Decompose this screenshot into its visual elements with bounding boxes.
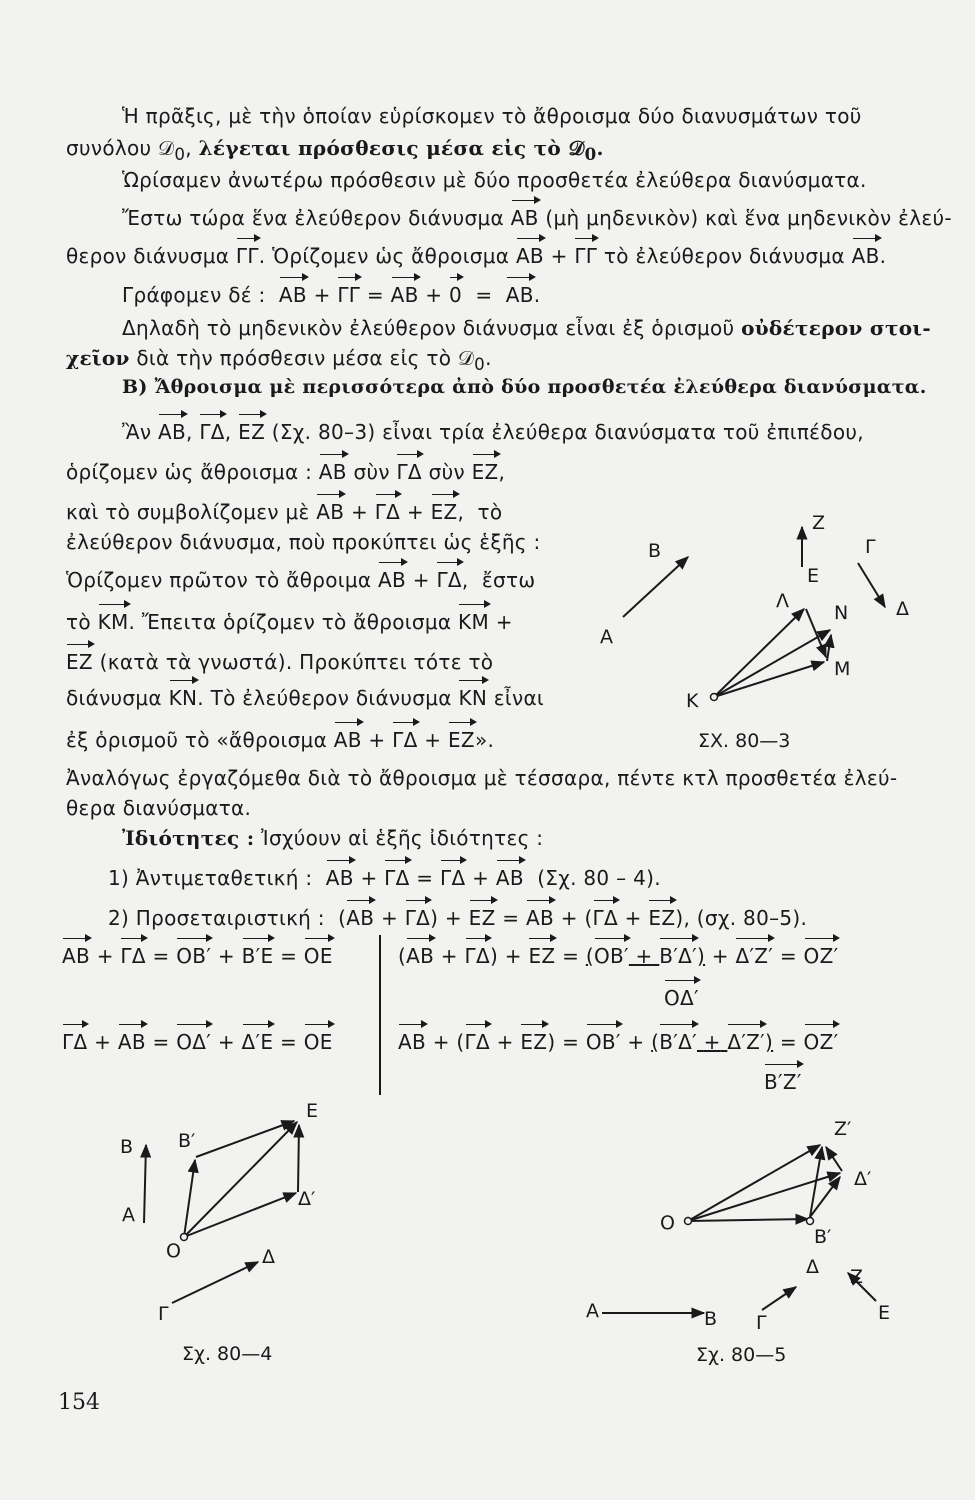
- vector-oz1: ΟΖ′: [803, 944, 839, 968]
- label-b1: Β′: [178, 1130, 196, 1152]
- definition-term: χεῖον: [66, 346, 130, 370]
- vector-ez: ΕΖ: [66, 650, 93, 674]
- vector-ab: ΑΒ: [851, 244, 880, 268]
- vector-d1z1: Δ′Ζ′: [735, 944, 774, 968]
- properties-label: Ἰδιότητες :: [122, 826, 255, 850]
- vector-ez: ΕΖ: [520, 1030, 548, 1054]
- para-2: Ὡρίσαμεν ἀνωτέρω πρόσθεσιν μὲ δύο προσθετέα ἐλεύθερα διανύσματα.: [122, 168, 867, 192]
- vector-gd: ΓΔ: [120, 944, 146, 968]
- label-b: Β: [704, 1308, 718, 1330]
- vector-ab: ΑΒ: [526, 906, 555, 930]
- vector-ez: ΕΖ: [528, 944, 556, 968]
- label-z: Ζ: [812, 512, 826, 534]
- vector-d1e: Δ′Ε: [241, 1030, 274, 1054]
- figure-80-5: [578, 1105, 928, 1370]
- caption-80-5: Σχ. 80—5: [696, 1344, 787, 1366]
- para-6-line-6: τὸ ΚΜ. Ἔπειτα ὁρίζομεν τὸ ἄθροισμα ΚΜ +: [66, 610, 513, 634]
- text: διάνυσμα: [66, 686, 162, 710]
- vector-km: ΚΜ: [97, 610, 129, 634]
- label-l: Λ: [776, 590, 789, 612]
- vector-gg: ΓΓ: [235, 244, 259, 268]
- point-o: [181, 1234, 188, 1241]
- para-6-line-4: ἐλεύθερον διάνυσμα, ποὺ προκύπτει ὡς ἑξῆς :: [66, 530, 541, 554]
- heading-b: Β) Ἄθροισμα μὲ περισσότερα ἀπὸ δύο προσθετέα ἐλεύθερα διανύσματα.: [122, 376, 927, 398]
- para-6-line-2: ὁρίζομεν ὡς ἄθροισμα : ΑΒ σὺν ΓΔ σὺν ΕΖ,: [66, 460, 506, 484]
- property-2: 2) Προσεταιριστική : (ΑΒ + ΓΔ) + ΕΖ = ΑΒ + (ΓΔ + ΕΖ), (σχ. 80–5).: [108, 906, 808, 930]
- vector-kn: ΚΝ: [168, 686, 198, 710]
- vector-gd: ΓΔ: [199, 420, 225, 444]
- vector-ab: ΑΒ: [278, 283, 307, 307]
- vector-gd: ΓΔ: [374, 500, 401, 524]
- text: Ἂν: [122, 420, 152, 444]
- para-4-equation: Γράφομεν δέ : ΑΒ + ΓΓ = ΑΒ + 0 = ΑΒ.: [122, 283, 541, 307]
- label-z: Ζ: [850, 1266, 864, 1288]
- vector-b1d1: Β′Δ′: [659, 1030, 697, 1054]
- subscript: 0: [174, 145, 186, 164]
- text: συνόλου 𝒟: [66, 136, 175, 160]
- page-number: 154: [58, 1390, 100, 1415]
- text: . Ἔπειτα ὁρίζομεν τὸ ἄθροισμα: [128, 610, 452, 634]
- arrow-mn: [827, 635, 831, 661]
- text: διὰ τὴν πρόσθεσιν μέσα εἰς τὸ 𝒟: [136, 346, 475, 370]
- text: Δηλαδὴ τὸ μηδενικὸν ἐλεύθερον διάνυσμα εἶναι ἐξ ὁρισμοῦ: [122, 316, 735, 340]
- brace-od1: (ΟΒ′ + Β′Δ′): [585, 944, 706, 968]
- definition-term: λέγεται πρόσθεσις μέσα εἰς τὸ 𝒟$_0$.: [198, 136, 604, 164]
- vector-ab: ΑΒ: [378, 568, 407, 592]
- figure-80-4: [110, 1095, 350, 1370]
- vector-ez: ΕΖ: [238, 420, 266, 444]
- vector-ez: ΕΖ: [471, 460, 499, 484]
- vector-d1z1: Δ′Ζ′: [727, 1030, 766, 1054]
- vector-ob1: ΟΒ′: [593, 944, 629, 968]
- text: καὶ τὸ συμβολίζομεν μὲ: [66, 500, 310, 524]
- text: 2) Προσεταιριστική :: [108, 906, 325, 930]
- property-1: 1) Ἀντιμεταθετική : ΑΒ + ΓΔ = ΓΔ + ΑΒ (Σχ. 80 – 4).: [108, 866, 661, 890]
- arrow-od1: [184, 1193, 296, 1237]
- vector-ez: ΕΖ: [430, 500, 458, 524]
- properties-heading: [122, 826, 543, 850]
- vector-ab: ΑΒ: [158, 420, 187, 444]
- vector-gd: ΓΔ: [436, 568, 462, 592]
- arrow-gd: [172, 1262, 258, 1303]
- vector-od1: ΟΔ′: [176, 1030, 212, 1054]
- arrow-ob1: [184, 1160, 195, 1237]
- definition-term: οὐδέτερον στοι-: [741, 316, 931, 340]
- vector-gd: ΓΔ: [464, 944, 490, 968]
- vector-b1e: Β′Ε: [241, 944, 274, 968]
- text: ὁρίζομεν ὡς ἄθροισμα :: [66, 460, 313, 484]
- label-k: Κ: [686, 690, 699, 712]
- vector-gg: ΓΓ: [337, 283, 361, 307]
- para-3-line-2: θερον διάνυσμα ΓΓ. Ὁρίζομεν ὡς ἄθροισμα ΑΒ + ΓΓ τὸ ἐλεύθερον διάνυσμα ΑΒ.: [66, 244, 887, 268]
- label-b: Β: [648, 540, 662, 562]
- vector-gd: ΓΔ: [592, 906, 618, 930]
- label-d: Δ: [896, 598, 909, 620]
- equation-left-1: ΑΒ + ΓΔ = ΟΒ′ + Β′Ε = ΟΕ: [62, 944, 333, 968]
- text: (κατὰ τὰ γνωστά). Προκύπτει τότε τὸ: [99, 650, 494, 674]
- text: τὸ: [66, 610, 91, 634]
- vector-oe: ΟΕ: [303, 1030, 333, 1054]
- label-o: Ο: [660, 1212, 675, 1234]
- vector-ab: ΑΒ: [398, 1030, 427, 1054]
- arrow-d1e: [298, 1125, 299, 1192]
- label-e: Ε: [306, 1100, 319, 1122]
- point-b1: [807, 1218, 814, 1225]
- arrow-oz1: [688, 1145, 820, 1221]
- arrow-ob1: [688, 1219, 808, 1221]
- vector-oe: ΟΕ: [303, 944, 333, 968]
- arrow-ab: [623, 557, 688, 617]
- label-m: Μ: [834, 658, 851, 680]
- equation-right-2: ΑΒ + (ΓΔ + ΕΖ) = ΟΒ′ + (Β′Δ′ + Δ′Ζ′) = ΟΖ′: [398, 1030, 839, 1054]
- brace-label-od1: ΟΔ′: [664, 986, 699, 1010]
- para-6-line-3: καὶ τὸ συμβολίζομεν μὲ ΑΒ + ΓΔ + ΕΖ, τὸ: [66, 500, 503, 524]
- equation-left-2: ΓΔ + ΑΒ = ΟΔ′ + Δ′Ε = ΟΕ: [62, 1030, 333, 1054]
- point-o: [685, 1218, 692, 1225]
- label-b: Β: [120, 1136, 134, 1158]
- vector-gd: ΓΔ: [440, 866, 466, 890]
- label-g: Γ: [756, 1312, 767, 1334]
- caption-80-3: ΣΧ. 80—3: [698, 730, 791, 752]
- para-5-line-1: [122, 316, 931, 340]
- text: . Ὁρίζομεν ὡς ἄθροισμα: [258, 244, 510, 268]
- label-g: Γ: [865, 536, 876, 558]
- text: Γράφομεν δέ :: [122, 283, 266, 307]
- brace-label-b1z1: Β′Ζ′: [764, 1070, 802, 1094]
- vector-ab: ΑΒ: [62, 944, 91, 968]
- vector-ab: ΑΒ: [390, 283, 419, 307]
- arrow-gd: [762, 1287, 796, 1310]
- arrow-b1d1: [810, 1177, 840, 1217]
- arrow-ab: [144, 1145, 146, 1223]
- label-d1: Δ′: [854, 1168, 872, 1190]
- text: . Τὸ ἐλεύθερον διάνυσμα: [197, 686, 452, 710]
- vector-ab: ΑΒ: [515, 244, 544, 268]
- para-6-line-1: Ἂν ΑΒ, ΓΔ, ΕΖ (Σχ. 80–3) εἶναι τρία ἐλεύθερα διανύσματα τοῦ ἐπιπέδου,: [122, 420, 864, 444]
- vector-ab: ΑΒ: [406, 944, 435, 968]
- vector-ez: ΕΖ: [448, 728, 475, 752]
- text: θερον διάνυσμα: [66, 244, 230, 268]
- vector-ab: ΑΒ: [346, 906, 375, 930]
- arrow-d1z1: [826, 1147, 842, 1171]
- label-a: Α: [586, 1300, 599, 1322]
- vector-kn: ΚΝ: [458, 686, 488, 710]
- vector-km: ΚΜ: [458, 610, 490, 634]
- para-5-line-2: χεῖον διὰ τὴν πρόσθεσιν μέσα εἰς τὸ 𝒟$_0$.: [66, 346, 492, 374]
- para-7-line-2: θερα διανύσματα.: [66, 796, 252, 820]
- para-1-line-1: Ἡ πρᾶξις, μὲ τὴν ὁποίαν εὑρίσκομεν τὸ ἄθροισμα δύο διανυσμάτων τοῦ: [122, 104, 862, 128]
- label-o: Ο: [166, 1240, 181, 1262]
- label-z1: Ζ′: [834, 1118, 852, 1140]
- vector-ab: ΑΒ: [316, 500, 345, 524]
- arrow-gd: [858, 563, 885, 607]
- vector-gd: ΓΔ: [404, 906, 431, 930]
- para-6-line-9: ἐξ ὁρισμοῦ τὸ «ἄθροισμα ΑΒ + ΓΔ + ΕΖ».: [66, 728, 495, 752]
- vector-gd: ΓΔ: [62, 1030, 88, 1054]
- vector-zero: 0: [449, 283, 463, 307]
- label-n: Ν: [834, 602, 849, 624]
- vector-ab: ΑΒ: [510, 206, 539, 230]
- para-6-line-5: Ὁρίζομεν πρῶτον τὸ ἄθροιμα ΑΒ + ΓΔ, ἔστω: [66, 568, 536, 592]
- vector-gd: ΓΔ: [464, 1030, 490, 1054]
- para-7-line-1: Ἀναλόγως ἐργαζόμεθα διὰ τὸ ἄθροισμα μὲ τέσσαρα, πέντε κτλ προσθετέα ἐλεύ-: [66, 766, 898, 790]
- vector-ab: ΑΒ: [333, 728, 362, 752]
- text: ἐξ ὁρισμοῦ τὸ «ἄθροισμα: [66, 728, 328, 752]
- vector-ob1: ΟΒ′: [176, 944, 212, 968]
- para-1-line-2: συνόλου 𝒟$_0$, λέγεται πρόσθεσις μέσα εἰς τὸ 𝒟$_0$.: [66, 136, 604, 164]
- vector-ez: ΕΖ: [468, 906, 496, 930]
- figure-80-3: [580, 505, 930, 760]
- arrow-oe: [184, 1122, 297, 1237]
- vector-gd: ΓΔ: [392, 728, 418, 752]
- label-a: Α: [122, 1204, 135, 1226]
- brace-b1z1: (Β′Δ′ + Δ′Ζ′): [651, 1030, 774, 1054]
- para-3-line-1: [122, 206, 952, 230]
- text: τὸ ἐλεύθερον διάνυσμα: [603, 244, 845, 268]
- caption-80-4: Σχ. 80—4: [182, 1343, 273, 1365]
- label-d1: Δ′: [298, 1188, 316, 1210]
- text: Ἔστω τώρα ἕνα ἐλεύθερον διάνυσμα: [122, 206, 504, 230]
- label-d: Δ: [262, 1246, 275, 1268]
- text: (Σχ. 80–3) εἶναι τρία ἐλεύθερα διανύσματα τοῦ ἐπιπέδου,: [271, 420, 864, 444]
- point-k: [711, 694, 718, 701]
- vector-ez: ΕΖ: [648, 906, 676, 930]
- label-b1: Β′: [814, 1226, 832, 1248]
- vector-ab: ΑΒ: [325, 866, 354, 890]
- vector-b1d1: Β′Δ′: [659, 944, 697, 968]
- vector-gd: ΓΔ: [384, 866, 410, 890]
- vector-ab: ΑΒ: [505, 283, 534, 307]
- vector-ob1: ΟΒ′: [585, 1030, 621, 1054]
- para-6-line-8: διάνυσμα ΚΝ. Τὸ ἐλεύθερον διάνυσμα ΚΝ εἶναι: [66, 686, 544, 710]
- vector-ab: ΑΒ: [318, 460, 347, 484]
- label-d: Δ: [806, 1256, 819, 1278]
- label-g: Γ: [158, 1303, 169, 1325]
- text: (μὴ μηδενικὸν) καὶ ἕνα μηδενικὸν ἐλεύ-: [545, 206, 952, 230]
- text: Ἰσχύουν αἱ ἑξῆς ἰδιότητες :: [261, 826, 544, 850]
- text: Ὁρίζομεν πρῶτον τὸ ἄθροιμα: [66, 568, 372, 592]
- vector-ab: ΑΒ: [495, 866, 524, 890]
- equation-right-1: (ΑΒ + ΓΔ) + ΕΖ = (ΟΒ′ + Β′Δ′) + Δ′Ζ′ = ΟΖ′: [398, 944, 839, 968]
- para-6-line-7: [66, 650, 493, 674]
- label-e: Ε: [878, 1302, 891, 1324]
- vector-ab: ΑΒ: [117, 1030, 146, 1054]
- vector-gg: ΓΓ: [574, 244, 598, 268]
- equation-divider: [379, 935, 381, 1095]
- vector-gd: ΓΔ: [396, 460, 422, 484]
- label-a: Α: [600, 626, 613, 648]
- text: 1) Ἀντιμεταθετική :: [108, 866, 313, 890]
- label-e: Ε: [807, 565, 820, 587]
- vector-oz1: ΟΖ′: [803, 1030, 839, 1054]
